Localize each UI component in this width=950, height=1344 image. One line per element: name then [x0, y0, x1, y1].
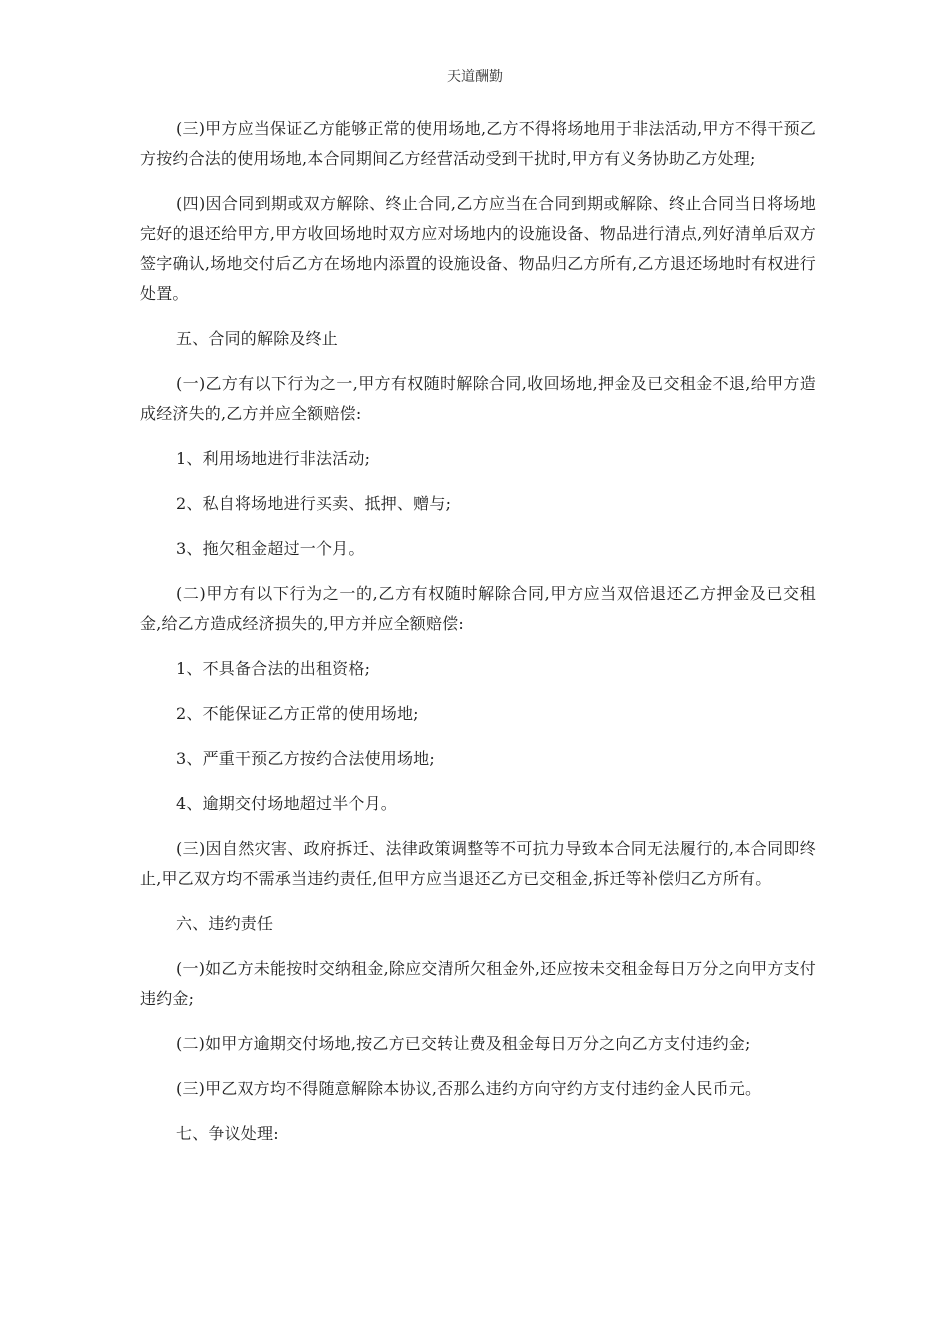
paragraph: (三)甲乙双方均不得随意解除本协议,否那么违约方向守约方支付违约金人民币元。 [176, 1079, 762, 1098]
paragraph: (一)如乙方未能按时交纳租金,除应交清所欠租金外,还应按未交租金每日万分之向甲方支付违约金; [140, 959, 816, 1008]
section-heading: 七、争议处理: [176, 1124, 279, 1143]
page-header-title: 天道酬勤 [447, 69, 503, 85]
section-heading: 五、合同的解除及终止 [176, 329, 339, 348]
paragraph: (四)因合同到期或双方解除、终止合同,乙方应当在合同到期或解除、终止合同当日将场地完好的退还给甲方,甲方收回场地时双方应对场地内的设施设备、物品进行清点,列好清单后双方签字确认,场地交付后乙方在场地内添置的设施设备、物品归乙方所有,乙方退还场地时有权进行处置。 [140, 194, 816, 303]
paragraph: (二)如甲方逾期交付场地,按乙方已交转让费及租金每日万分之向乙方支付违约金; [176, 1034, 751, 1053]
list-item: 1、不具备合法的出租资格; [176, 659, 371, 678]
paragraph: (一)乙方有以下行为之一,甲方有权随时解除合同,收回场地,押金及已交租金不退,给甲方造成经济失的,乙方并应全额赔偿: [140, 374, 816, 423]
list-item: 3、拖欠租金超过一个月。 [176, 539, 365, 558]
list-item: 1、利用场地进行非法活动; [176, 449, 371, 468]
list-item: 3、严重干预乙方按约合法使用场地; [176, 749, 435, 768]
list-item: 2、不能保证乙方正常的使用场地; [176, 704, 419, 723]
paragraph: (三)甲方应当保证乙方能够正常的使用场地,乙方不得将场地用于非法活动,甲方不得干预乙方按约合法的使用场地,本合同期间乙方经营活动受到干扰时,甲方有义务协助乙方处理; [140, 119, 816, 168]
list-item: 4、逾期交付场地超过半个月。 [176, 794, 397, 813]
paragraph: (二)甲方有以下行为之一的,乙方有权随时解除合同,甲方应当双倍退还乙方押金及已交租金,给乙方造成经济损失的,甲方并应全额赔偿: [140, 584, 816, 633]
paragraph: (三)因自然灾害、政府拆迁、法律政策调整等不可抗力导致本合同无法履行的,本合同即终止,甲乙双方均不需承当违约责任,但甲方应当退还乙方已交租金,拆迁等补偿归乙方所有。 [140, 839, 816, 888]
list-item: 2、私自将场地进行买卖、抵押、赠与; [176, 494, 452, 513]
document-body [140, 114, 816, 1164]
section-heading: 六、违约责任 [176, 914, 274, 933]
